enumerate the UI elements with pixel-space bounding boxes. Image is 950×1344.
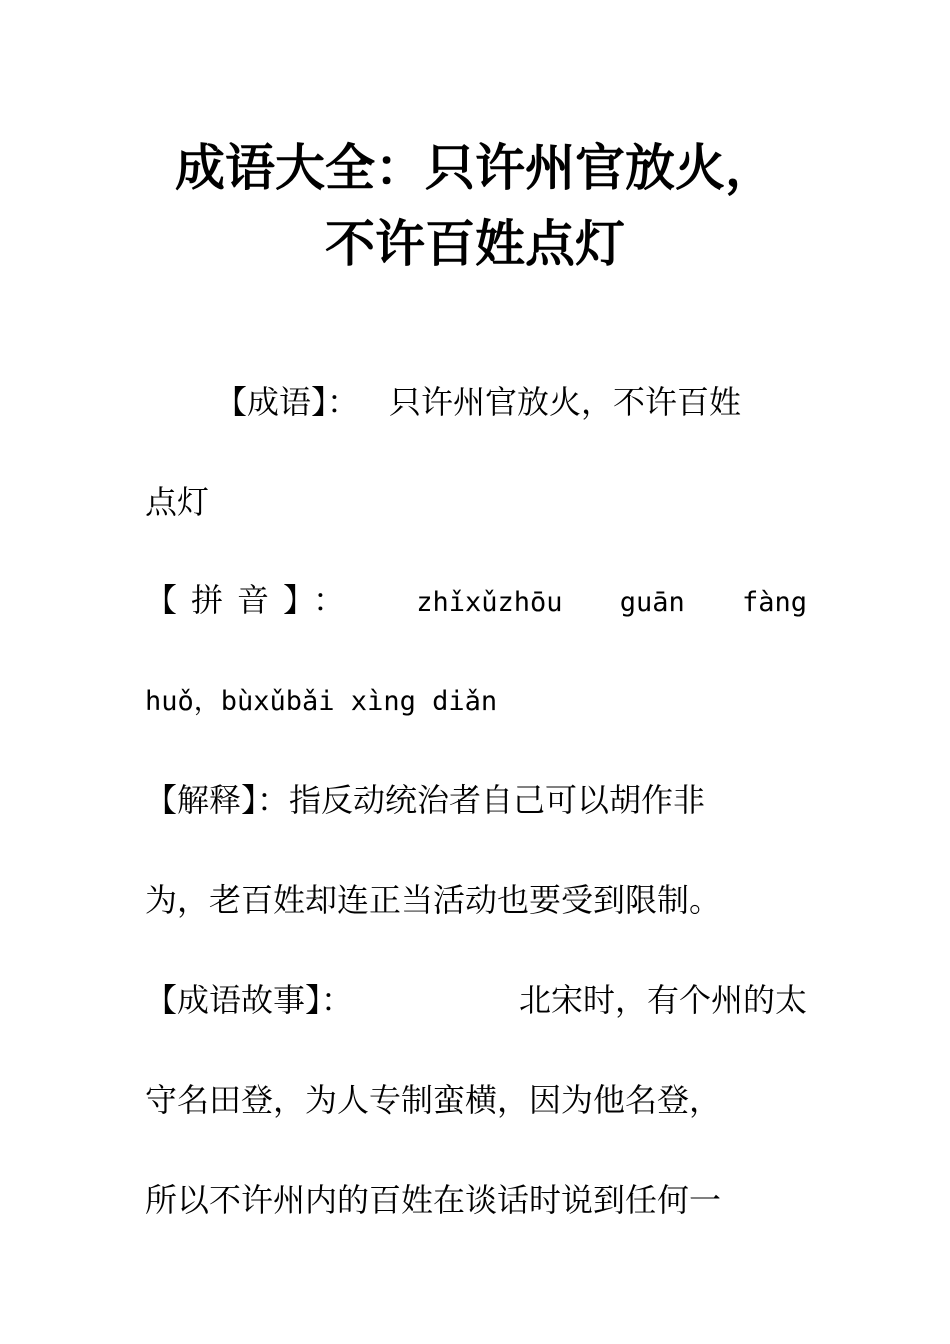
- pinyin-line-2: huǒ，bùxǔbǎi xìng diǎn: [145, 686, 498, 717]
- story-text-1: 北宋时，有个州的太: [518, 981, 807, 1019]
- story-line-3: 所以不许州内的百姓在谈话时说到任何一: [145, 1181, 722, 1219]
- idiom-line-2: 点灯: [145, 483, 210, 521]
- pinyin-word-1: zhǐxǔzhōu: [416, 587, 563, 618]
- pinyin-word-3: fàng: [741, 587, 807, 618]
- idiom-line-1: [215, 382, 807, 422]
- pinyin-word-2: guān: [619, 587, 685, 618]
- explanation-line-2: 为，老百姓却连正当活动也要受到限制。: [145, 881, 722, 919]
- document-title-line-1: 成语大全：只许州官放火，: [175, 139, 775, 197]
- story-line-2: 守名田登，为人专制蛮横，因为他名登，: [145, 1081, 722, 1119]
- document-title-line-2: 不许百姓点灯: [325, 215, 625, 273]
- pinyin-line-1: [145, 580, 807, 623]
- idiom-text: 只许州官放火，不许百姓: [389, 383, 742, 421]
- explanation-line-1: 【解释】：指反动统治者自己可以胡作非: [145, 781, 706, 819]
- story-label: 【成语故事】：: [145, 981, 354, 1019]
- idiom-label: 【成语】：: [215, 383, 360, 421]
- pinyin-label: 【拼音】：: [145, 581, 360, 619]
- story-line-1: [145, 980, 807, 1020]
